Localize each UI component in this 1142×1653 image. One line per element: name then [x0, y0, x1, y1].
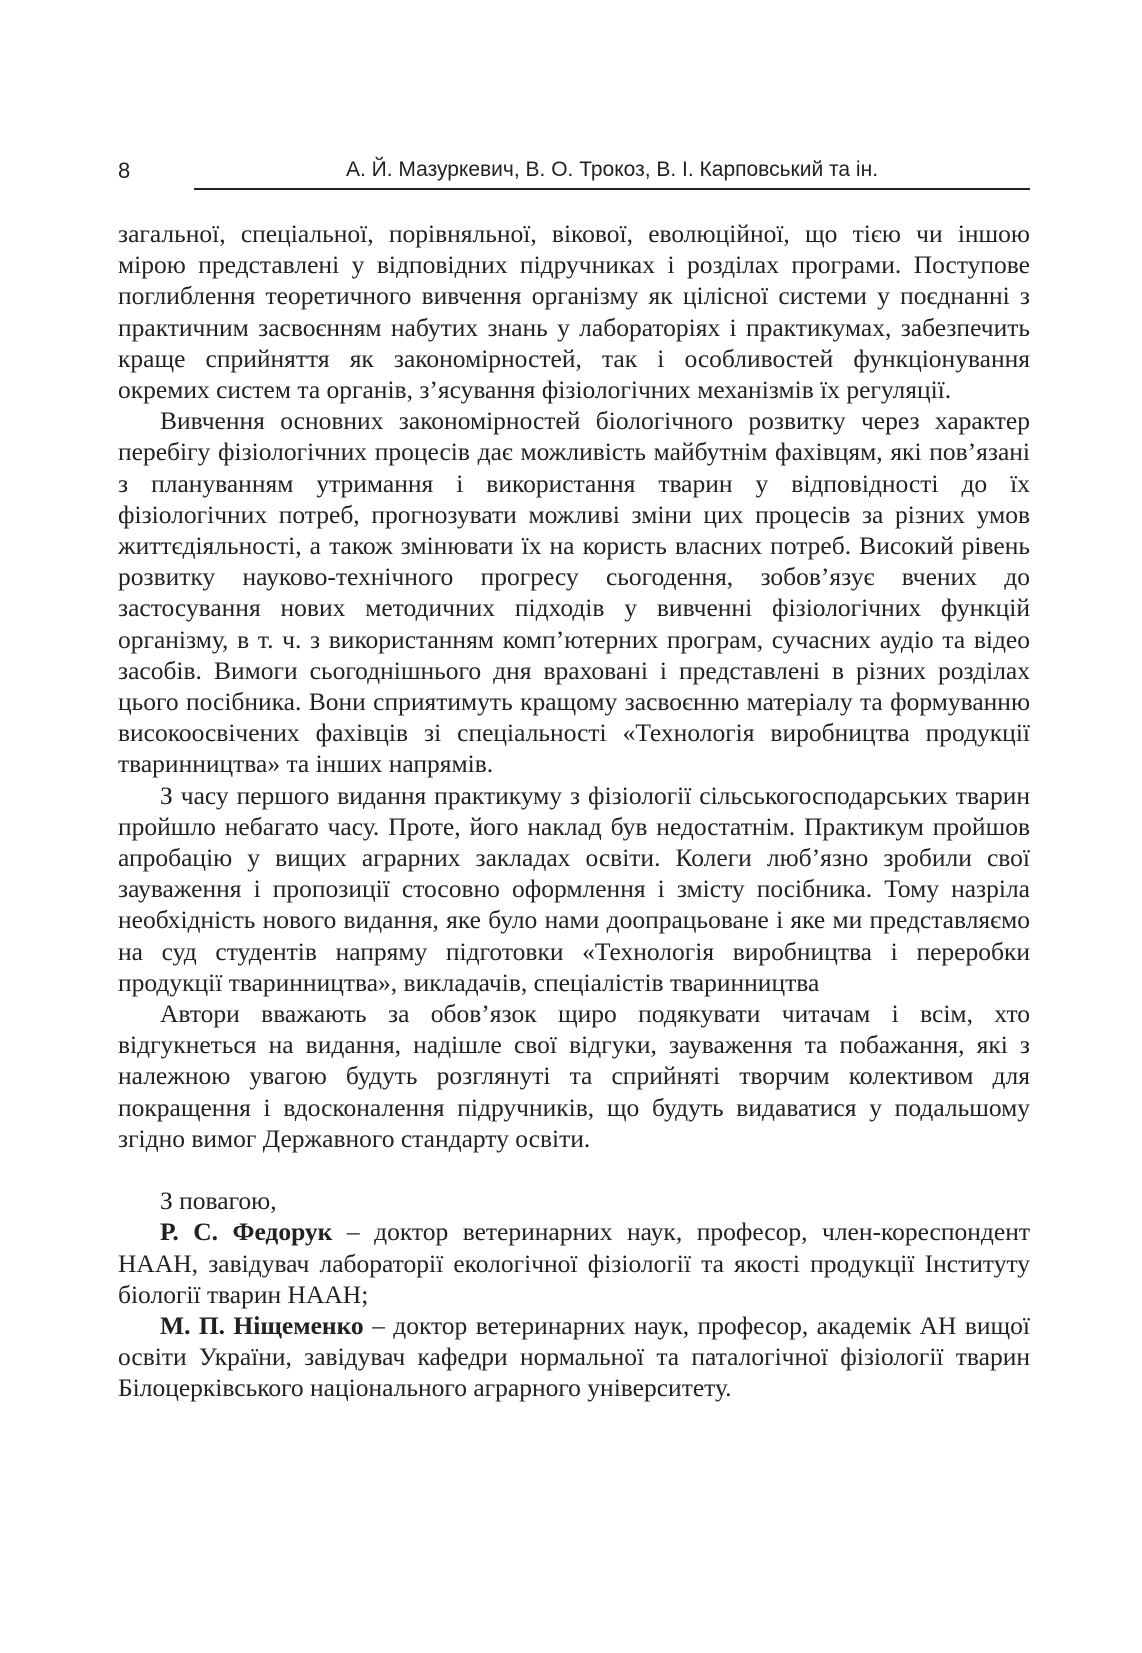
paragraph: Вивчення основних закономірностей біологічного розвитку через характер перебігу фізіологічних процесів дає можливість майбутнім фахівцям, які пов’язані з плануванням утримання і використання тварин у відповідності до їх фізіологічних потреб, прогнозувати можливі зміни цих процесів за різних умов життєдіяльності, а також змінювати їх на користь власних потреб. Високий рівень розвитку науково-технічного прогресу сьогодення, зобов’язує вчених до застосування нових методичних підходів у вивченні фізіологічних функцій організму, в т. ч. з використанням комп’ютерних програм, сучасних аудіо та відео засобів. Вимоги сьогоднішнього дня враховані і представлені в різних розділах цього посібника. Вони сприятимуть кращому засвоєнню матеріалу та формуванню високоосвічених фахівців зі спеціальності «Технологія виробництва продукції тваринництва» та інших напрямів.: [118, 406, 1030, 779]
author-name: Р. С. Федорук: [160, 1217, 333, 1247]
paragraph: Автори вважають за обов’язок щиро подякувати читачам і всім, хто відгукнеться на видання, надішле свої відгуки, зауваження та побажання, які з належною увагою будуть розглянуті та сприйняті творчим колективом для покращення і вдосконалення підручників, що будуть видаватися у подальшому згідно вимог Державного стандарту освіти.: [118, 999, 1030, 1153]
author-name: М. П. Ніщеменко: [160, 1310, 364, 1340]
paragraph-continuation: загальної, спеціальної, порівняльної, вікової, еволюційної, що тією чи іншою мірою представлені у відповідних підручниках і розділах програми. Поступове поглиблення теоретичного вивчення організму як цілісної системи у поєднанні з практичним засвоєнням набутих знань у лабораторіях і практикумах, забезпечить краще сприйняття як закономірностей, так і особливостей функціонування окремих систем та органів, з’ясування фізіологічних механізмів їх регуляції.: [118, 219, 1030, 405]
closing-salutation: З повагою,: [160, 1186, 277, 1216]
page-header: [118, 152, 1030, 192]
author-description: – доктор ветеринарних наук, професор, академік АН вищої освіти України, завідувач кафедри нормальної та паталогічної фізіології тварин Білоцерківського національного аграрного університету.: [118, 1310, 1030, 1403]
author-description: – доктор ветеринарних наук, професор, член-кореспондент НААН, завідувач лабораторії екологічної фізіології та якості продукції Інституту біології тварин НААН;: [118, 1217, 1030, 1309]
author-entry: [118, 1216, 1030, 1310]
running-head-authors: А. Й. Мазуркевич, В. О. Трокоз, В. І. Карповський та ін.: [345, 158, 879, 181]
body-text: [118, 218, 1030, 1404]
paragraph: З часу першого видання практикуму з фізіології сільськогосподарських тварин пройшло небагато часу. Проте, його наклад був недостатнім. Практикум пройшов апробацію у вищих аграрних закладах освіти. Колеги люб’язно зробили свої зауваження і пропозиції стосовно оформлення і змісту посібника. Тому назріла необхідність нового видання, яке було нами доопрацьоване і яке ми представляємо на суд студентів напряму підготовки «Технологія виробництва і переробки продукції тваринництва», викладачів, спеціалістів тваринництва: [118, 780, 1030, 997]
page-number: 8: [118, 158, 131, 183]
header-rule: [194, 188, 1030, 190]
author-entry: [118, 1310, 1030, 1404]
